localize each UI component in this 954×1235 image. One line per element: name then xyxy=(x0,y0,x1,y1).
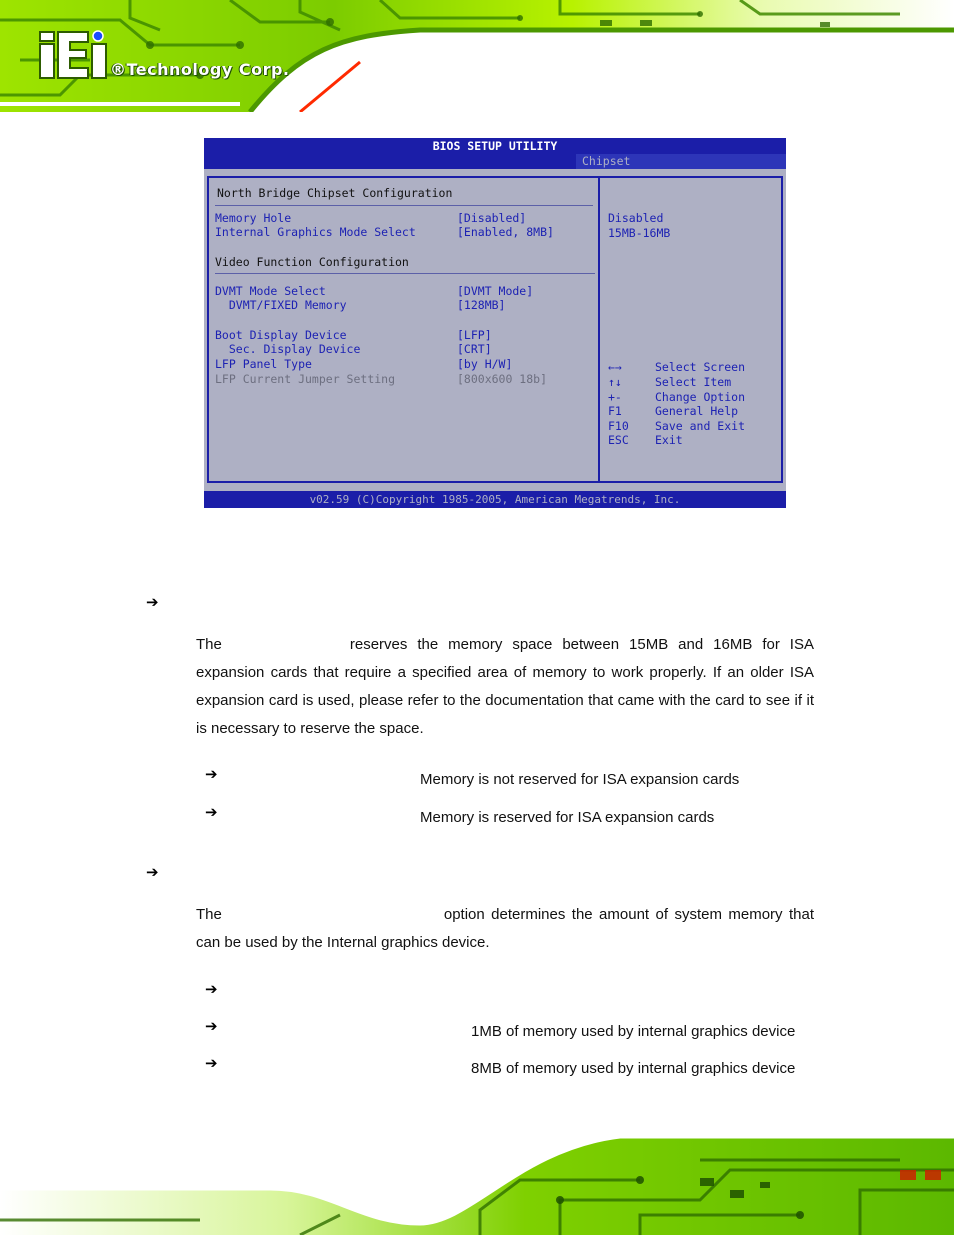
key-plus-minus: +- xyxy=(608,390,622,404)
para-lead: The xyxy=(196,636,222,653)
tab-chipset[interactable]: Chipset xyxy=(576,154,786,169)
setting-memory-hole-label[interactable]: Memory Hole xyxy=(215,211,292,225)
brand-text: ®Technology Corp. xyxy=(110,60,290,79)
setting-sec-display-value[interactable]: [CRT] xyxy=(457,342,492,356)
option-description: Memory is reserved for ISA expansion cards xyxy=(420,809,715,826)
setting-dvmt-mode-label[interactable]: DVMT Mode Select xyxy=(215,284,326,298)
option-description: 8MB of memory used by internal graphics device xyxy=(471,1060,796,1077)
setting-lfp-jumper-value: [800x600 18b] xyxy=(457,372,548,386)
bios-title: BIOS SETUP UTILITY xyxy=(204,138,786,154)
circuit-board-banner xyxy=(0,1130,954,1235)
arrow-bullet-icon: ➔ xyxy=(205,1017,218,1035)
section-heading-video: Video Function Configuration xyxy=(215,255,409,269)
key-action: General Help xyxy=(655,404,739,418)
setting-boot-display-label[interactable]: Boot Display Device xyxy=(215,328,347,342)
setting-sec-display-label[interactable]: Sec. Display Device xyxy=(215,342,361,356)
para-body: reserves the memory space between 15MB and 16MB for ISA expansion cards that require a specified area of memory to work properly. If an older ISA expansion card is used, please refer to the documentation that came with the card to see if it is necessary to reserve the space. xyxy=(196,636,814,737)
help-option-15mb: 15MB-16MB xyxy=(608,226,671,240)
iei-logo xyxy=(38,30,110,80)
section-divider xyxy=(215,273,595,274)
circuit-board-banner xyxy=(0,0,954,112)
key-arrows-ud: ↑↓ xyxy=(608,375,622,389)
key-f10: F10 xyxy=(608,419,629,433)
key-action: Save and Exit xyxy=(655,419,746,433)
setting-boot-display-value[interactable]: [LFP] xyxy=(457,328,492,342)
help-option-disabled: Disabled xyxy=(608,211,664,225)
option-description: Memory is not reserved for ISA expansion cards xyxy=(420,771,740,788)
page-footer xyxy=(0,1130,954,1235)
setting-lfp-panel-value[interactable]: [by H/W] xyxy=(457,357,513,371)
para-lead: The xyxy=(196,906,222,923)
setting-dvmt-memory-value[interactable]: [128MB] xyxy=(457,298,506,312)
arrow-bullet-icon: ➔ xyxy=(205,803,218,821)
setting-lfp-jumper-label: LFP Current Jumper Setting xyxy=(215,372,396,386)
setting-internal-graphics-value[interactable]: [Enabled, 8MB] xyxy=(457,225,554,239)
setting-dvmt-mode-value[interactable]: [DVMT Mode] xyxy=(457,284,534,298)
arrow-bullet-icon: ➔ xyxy=(146,593,159,611)
option-description: 1MB of memory used by internal graphics device xyxy=(471,1023,796,1040)
setting-memory-hole-value[interactable]: [Disabled] xyxy=(457,211,527,225)
arrow-bullet-icon: ➔ xyxy=(205,1054,218,1072)
key-arrows-lr: ←→ xyxy=(608,360,622,374)
setting-lfp-panel-label[interactable]: LFP Panel Type xyxy=(215,357,312,371)
key-f1: F1 xyxy=(608,404,622,418)
section-heading-north-bridge: North Bridge Chipset Configuration xyxy=(217,186,453,200)
key-action: Exit xyxy=(655,433,683,447)
key-action: Select Screen xyxy=(655,360,746,374)
bios-screenshot xyxy=(204,138,786,508)
page-header xyxy=(0,0,954,112)
memory-hole-description xyxy=(196,631,814,743)
key-action: Change Option xyxy=(655,390,746,404)
bios-copyright: v02.59 (C)Copyright 1985-2005, American Megatrends, Inc. xyxy=(204,491,786,508)
bios-help-panel xyxy=(600,176,783,483)
bios-tab-bar xyxy=(204,154,786,169)
section-divider xyxy=(215,205,593,206)
para-body: option determines the amount of system memory that can be used by the Internal graphics device. xyxy=(196,906,814,951)
key-action: Select Item xyxy=(655,375,732,389)
igms-description xyxy=(196,901,814,957)
setting-internal-graphics-label[interactable]: Internal Graphics Mode Select xyxy=(215,225,416,239)
key-esc: ESC xyxy=(608,433,629,447)
arrow-bullet-icon: ➔ xyxy=(205,765,218,783)
arrow-bullet-icon: ➔ xyxy=(205,980,218,998)
setting-dvmt-memory-label[interactable]: DVMT/FIXED Memory xyxy=(215,298,347,312)
bios-settings-panel xyxy=(207,176,600,483)
arrow-bullet-icon: ➔ xyxy=(146,863,159,881)
